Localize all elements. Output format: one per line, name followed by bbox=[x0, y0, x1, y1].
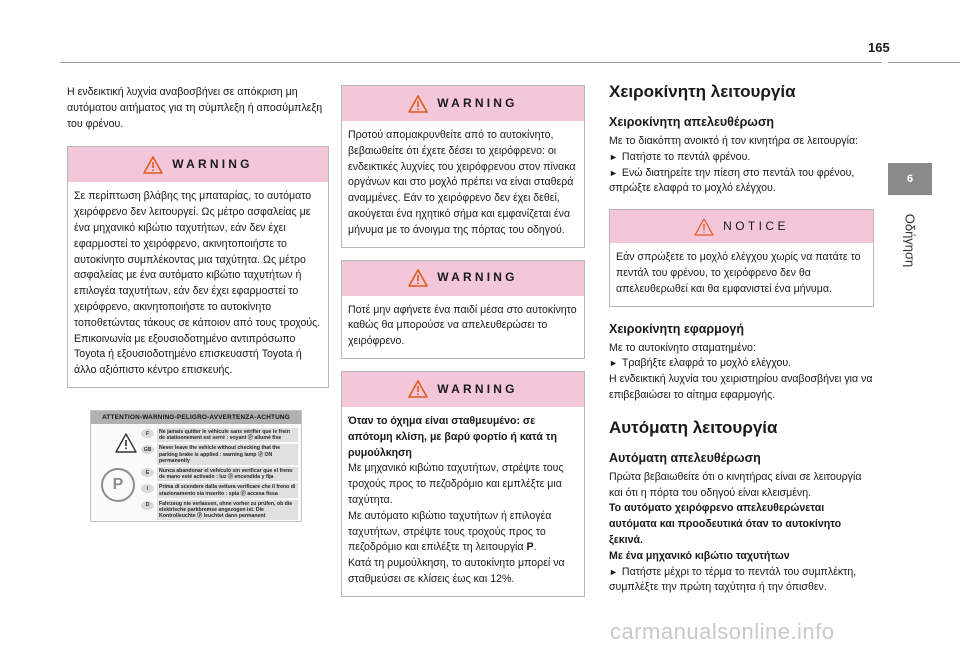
warning-bold-lead: Όταν το όχημα είναι σταθμευμένο: σε απότομη κλίση, με βαρύ φορτίο ή κατά τη ρυμούλκηση bbox=[348, 414, 558, 459]
paragraph: Πρώτα βεβαιωθείτε ότι ο κινητήρας είναι σε λειτουργία και ότι η πόρτα του οδηγού είναι κλεισμένη. bbox=[609, 470, 862, 499]
subsection-heading: Χειροκίνητη απελευθέρωση bbox=[609, 115, 775, 129]
label-row-text: Nunca abandonar el vehículo sin verificar que el freno de mano esté activado : luz ⓟ encendida y fija bbox=[157, 467, 298, 481]
warning-title: WARNING bbox=[437, 95, 518, 110]
label-row bbox=[141, 444, 298, 465]
chapter-label bbox=[890, 200, 930, 280]
warning-header bbox=[68, 147, 328, 182]
step-item: ► Ενώ διατηρείτε την πίεση στο πεντάλ του φρένου, σπρώξτε ελαφρά το μοχλό ελέγχου. bbox=[609, 166, 855, 195]
label-header: ATTENTION-WARNING-PELIGRO-AVVERTENZA-ACHTUNG bbox=[91, 411, 301, 424]
parking-brake-warning-label bbox=[90, 410, 302, 522]
subsection-heading: Χειροκίνητη εφαρμογή bbox=[609, 321, 744, 336]
warning-triangle-icon bbox=[408, 269, 428, 287]
warning-box bbox=[341, 371, 585, 597]
header-rule bbox=[60, 62, 882, 63]
flag-badge: E bbox=[141, 468, 154, 477]
warning-box bbox=[67, 146, 329, 388]
warning-title: WARNING bbox=[437, 270, 518, 285]
column-3 bbox=[609, 72, 874, 596]
parking-brake-icon: P bbox=[101, 468, 135, 502]
arrow-bullet-icon: ► bbox=[609, 151, 618, 162]
warning-box bbox=[341, 85, 585, 248]
warning-paragraph: Με αυτόματο κιβώτιο ταχυτήτων ή επιλογέα ταχυτήτων, στρέψτε τους τροχούς προς το πεζοδρόμιο και επιλέξτε τη λειτουργία P. bbox=[348, 509, 552, 554]
label-row-text: Prima di scendere dalla vettura verificare che il freno di stazionamento sia inserito : spia ⓟ accesa fissa bbox=[157, 483, 298, 497]
paragraph: Με το αυτοκίνητο σταματημένο: bbox=[609, 341, 756, 354]
warning-body: Ποτέ μην αφήνετε ένα παιδί μέσα στο αυτοκίνητο καθώς θα μπορούσε να απελευθερώσει το χειρόφρενο. bbox=[348, 303, 577, 348]
chapter-title: Οδήγηση bbox=[902, 213, 918, 267]
page-number: 165 bbox=[868, 40, 890, 55]
gear-mode-p: P bbox=[526, 541, 534, 554]
intro-paragraph: Η ενδεικτική λυχνία αναβοσβήνει σε απόκριση μη αυτόματου αιτήματος για τη σύμπλεξη ή αποσύμπλεξη του φρένου. bbox=[67, 86, 323, 130]
notice-body: Εάν σπρώξετε το μοχλό ελέγχου χωρίς να πατάτε το πεντάλ του φρένου, το χειρόφρενο δεν θα απελευθερωθεί και θα εμφανιστεί ένα μήνυμα. bbox=[616, 251, 861, 295]
label-row bbox=[141, 483, 298, 497]
subsection-heading: Αυτόματη απελευθέρωση bbox=[609, 450, 761, 465]
notice-title: NOTICE bbox=[723, 218, 789, 233]
arrow-bullet-icon: ► bbox=[609, 566, 618, 577]
label-row-text: Ne jamais quitter le véhicule sans vérifier que le frein de stationnement est serré : voyant ⓟ allumé fixe bbox=[157, 428, 298, 442]
warning-title: WARNING bbox=[437, 381, 518, 396]
label-row bbox=[141, 428, 298, 442]
bold-paragraph: Με ένα μηχανικό κιβώτιο ταχυτήτων bbox=[609, 549, 790, 562]
warning-body: Σε περίπτωση βλάβης της μπαταρίας, το αυτόματο χειρόφρενο δεν λειτουργεί. Ως μέτρο ασφαλείας με ένα μηχανικό κιβώτιο ταχυτήτων, εάν δεν έχει εφαρμοστεί το χειρόφρενο, ακινητοποιήστε το αυτοκίνητο συμπλέκοντας μια ταχύτητα. Ως μέτρο ασφαλείας με ένα αυτόματο κιβώτιο ταχυτήτων ή επιλογέα ταχυτήτων, εάν δεν έχει εφαρμοστεί το χειρόφρενο, ακινητοποιήστε το αυτοκίνητο τοποθετώντας τάκους σε κάποιον από τους τροχούς. Επικοινωνία με εξουσιοδοτημένο αντιπρόσωπο Toyota ή εξουσιοδοτημένο επισκευαστή Toyota ή άλλο αξιόπιστο κέντρο επισκευής. bbox=[74, 190, 321, 377]
flag-badge: F bbox=[141, 429, 154, 438]
step-item: ► Τραβήξτε ελαφρά το μοχλό ελέγχου. bbox=[609, 357, 792, 370]
flag-badge: GB bbox=[141, 445, 154, 454]
warning-body bbox=[342, 407, 584, 596]
section-heading: Χειροκίνητη λειτουργία bbox=[609, 82, 796, 101]
watermark: carmanualsonline.info bbox=[610, 619, 835, 644]
warning-body: Προτού απομακρυνθείτε από το αυτοκίνητο, βεβαιωθείτε ότι έχετε δέσει το χειρόφρενο: οι ενδεικτικές λυχνίες του χειρόφρενου στον πίνακα οργάνων και στο μοχλό πρέπει να είναι σταθερά αναμμένες. Εάν το χειρόφρενο δεν έχει δεθεί, ακούγεται ένα ηχητικό σήμα και εμφανίζεται ένα μήνυμα με το άνοιγμα της πόρτας του οδηγού. bbox=[348, 129, 576, 236]
paragraph: Με το διακόπτη ανοικτό ή τον κινητήρα σε λειτουργία: bbox=[609, 135, 859, 147]
exclamation-triangle-icon bbox=[115, 433, 137, 453]
warning-title: WARNING bbox=[172, 156, 253, 171]
arrow-bullet-icon: ► bbox=[609, 358, 618, 369]
warning-header bbox=[342, 261, 584, 296]
notice-triangle-icon bbox=[694, 218, 714, 236]
column-2 bbox=[341, 85, 585, 607]
label-row-text: Fahrzeug nie verlassen, ohne vorher zu prüfen, ob die elektrische parkbremse angezogen ist. Die Kontrolleuchte ⓟ leuchtet dann permanent bbox=[157, 500, 298, 521]
flag-badge: I bbox=[141, 484, 154, 493]
column-1 bbox=[67, 85, 329, 398]
warning-triangle-icon bbox=[408, 380, 428, 398]
warning-paragraph: Με μηχανικό κιβώτιο ταχυτήτων, στρέψτε τους τροχούς προς το πεζοδρόμιο και εμπλέξτε μια ταχύτητα. bbox=[348, 462, 564, 506]
label-row bbox=[141, 467, 298, 481]
label-row bbox=[141, 500, 298, 521]
warning-paragraph: Κατά τη ρυμούλκηση, το αυτοκίνητο μπορεί να σταθμεύσει σε κλίσεις έως και 12%. bbox=[348, 557, 565, 585]
paragraph: Η ενδεικτική λυχνία του χειριστηρίου αναβοσβήνει για να επιβεβαιώσει το αίτημα εφαρμογής. bbox=[609, 373, 873, 401]
flag-badge: D bbox=[141, 501, 154, 510]
step-item: ► Πατήστε μέχρι το τέρμα το πεντάλ του συμπλέκτη, συμπλέξτε την πρώτη ταχύτητα ή την όπισθεν. bbox=[609, 565, 857, 594]
chapter-tab[interactable]: 6 bbox=[888, 163, 932, 195]
bold-paragraph: Το αυτόματο χειρόφρενο απελευθερώνεται αυτόματα και προοδευτικά όταν το αυτοκίνητο ξεκινά. bbox=[609, 502, 842, 546]
section-heading: Αυτόματη λειτουργία bbox=[609, 417, 778, 437]
step-item: ► Πατήστε το πεντάλ φρένου. bbox=[609, 150, 751, 163]
warning-triangle-icon bbox=[408, 95, 428, 113]
arrow-bullet-icon: ► bbox=[609, 167, 618, 178]
header-rule-right bbox=[888, 62, 960, 63]
warning-triangle-icon bbox=[143, 156, 163, 174]
warning-box bbox=[341, 260, 585, 359]
warning-header bbox=[342, 372, 584, 407]
notice-header bbox=[610, 210, 873, 243]
label-row-text: Never leave the vehicle without checking that the parking brake is applied : warning lamp ⓟ ON permanently bbox=[157, 444, 298, 465]
notice-box bbox=[609, 209, 874, 306]
warning-header bbox=[342, 86, 584, 121]
